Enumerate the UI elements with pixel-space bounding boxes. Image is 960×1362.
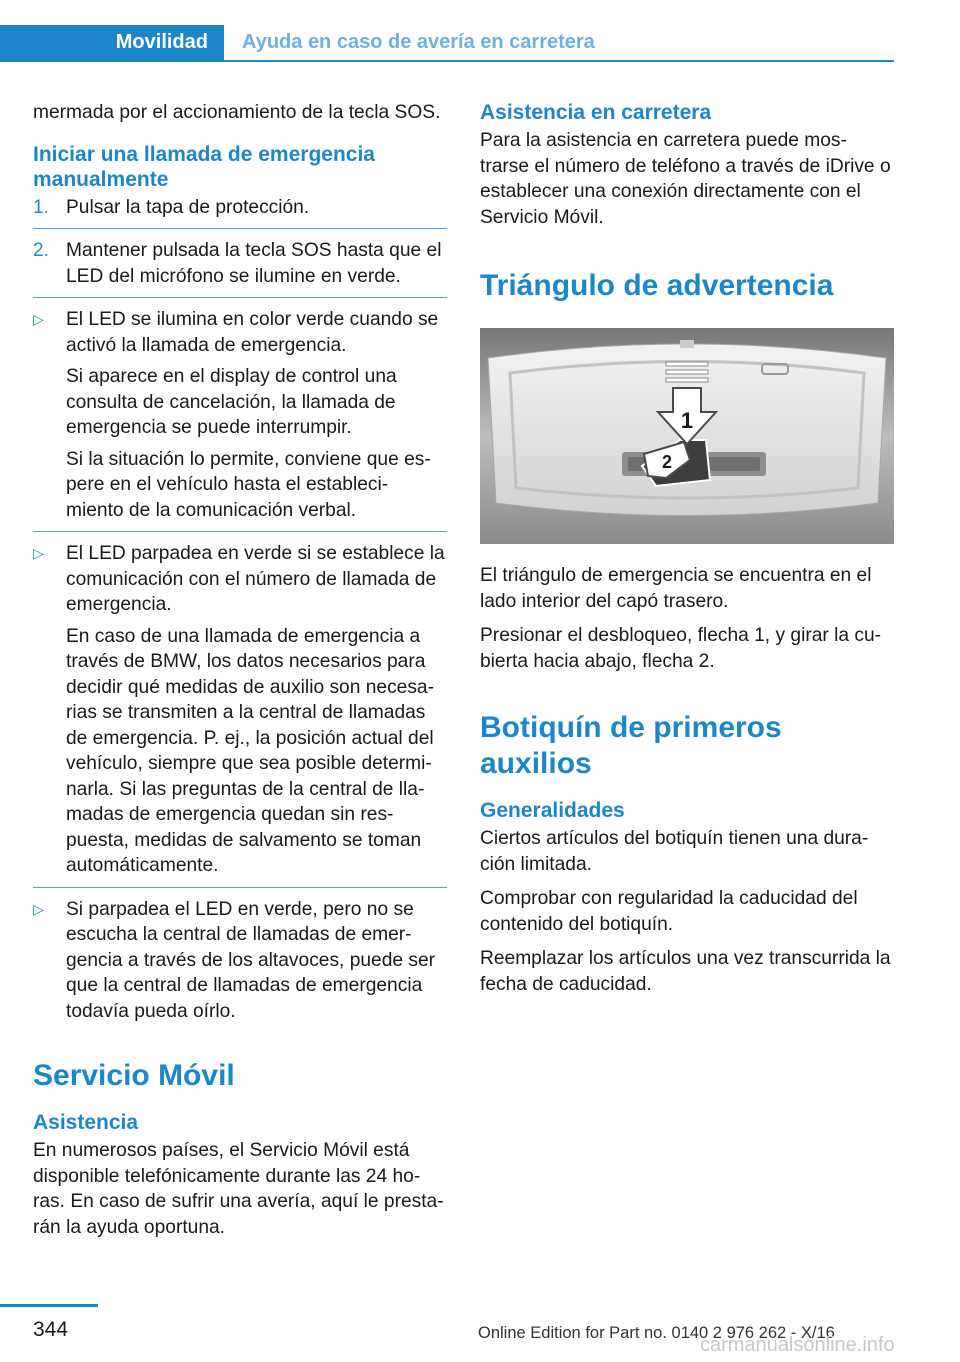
- trunk-lid-figure: [480, 328, 894, 544]
- left-column: [33, 100, 447, 1249]
- bullet-text: El LED parpadea en verde si se establece la comunicación con el número de llamada de emergencia.: [66, 543, 445, 615]
- section-tab[interactable]: Movilidad: [0, 25, 224, 60]
- first-aid-title: Botiquín de primeros auxilios: [480, 711, 782, 780]
- triangle-text-2: Presionar el desbloqueo, flecha 1, y girar la cu- bierta hacia abajo, flecha 2.: [480, 625, 882, 672]
- page-number: 344: [33, 1318, 69, 1341]
- step-number: 2.: [33, 240, 49, 261]
- list-divider: [33, 887, 447, 888]
- manual-call-heading: Iniciar una llamada de emergencia manualmente: [33, 142, 375, 191]
- assistance-text: En numerosos países, el Servicio Móvil está disponible telefónicamente durante las 24 ho- ras. En caso de sufrir una avería, aquí le presta- rán la ayuda oportuna.: [33, 1140, 444, 1238]
- first-aid-text-1: Ciertos artículos del botiquín tienen una dura- ción limitada.: [480, 828, 869, 875]
- bullet-text: Si parpadea el LED en verde, pero no se escucha la central de llamadas de emer- gencia a través de los altavoces, puede ser que la central de llamadas de emergencia todavía pueda oírlo.: [66, 898, 436, 1022]
- triangle-bullet-icon: ▷: [33, 900, 44, 917]
- arrow-2-label: 2: [661, 452, 673, 472]
- triangle-bullet-icon: ▷: [33, 545, 44, 561]
- bullet-item: [33, 897, 447, 1025]
- release-line-1: [666, 362, 708, 366]
- list-divider: [33, 228, 447, 229]
- triangle-bullet-icon: ▷: [33, 311, 44, 327]
- page-header: [0, 0, 894, 62]
- assistance-subheading: Asistencia: [33, 1111, 139, 1134]
- lid-hinge: [680, 340, 694, 348]
- chapter-tab[interactable]: Ayuda en caso de avería en carretera: [242, 31, 595, 53]
- bullet-item: [33, 541, 447, 879]
- bullets-list: [33, 297, 447, 1024]
- triangle-title: Triángulo de advertencia: [480, 269, 834, 302]
- watermark-text: carmanualsonline.info: [700, 1334, 895, 1356]
- bullet-text: Si la situación lo permite, conviene que es- pere en el vehículo hasta el estableci- miento de la comunicación verbal.: [66, 448, 431, 521]
- step-text: Pulsar la tapa de protección.: [66, 196, 310, 218]
- right-column: [480, 100, 894, 1006]
- intro-text: mermada por el accionamiento de la tecla SOS.: [33, 102, 441, 123]
- mobile-service-title: Servicio Móvil: [33, 1059, 235, 1092]
- roadside-heading: Asistencia en carretera: [480, 101, 712, 124]
- bullet-text: El LED se ilumina en color verde cuando se activó la llamada de emergencia.: [66, 309, 439, 356]
- footer-rule: [0, 1304, 98, 1307]
- bullet-text: Si aparece en el display de control una consulta de cancelación, la llamada de emergencia se puede interrumpir.: [66, 366, 397, 438]
- general-subheading: Generalidades: [480, 799, 625, 822]
- roadside-text: Para la asistencia en carretera puede mos- trarse el número de teléfono a través de iDrive o establecer una conexión directamente con el Servicio Móvil.: [480, 130, 891, 228]
- triangle-text-1: El triángulo de emergencia se encuentra en el lado interior del capó trasero.: [480, 565, 872, 612]
- arrow-1-label: 1: [680, 408, 694, 433]
- release-line-2: [666, 370, 708, 374]
- first-aid-text-3: Reemplazar los artículos una vez transcurrida la fecha de caducidad.: [480, 948, 891, 995]
- steps-list: [33, 195, 447, 290]
- step-text: Mantener pulsada la tecla SOS hasta que el LED del micrófono se ilumine en verde.: [66, 240, 442, 287]
- list-divider: [33, 297, 447, 298]
- edition-text: Online Edition for Part no. 0140 2 976 262 - X/16: [478, 1324, 835, 1342]
- bullet-text: En caso de una llamada de emergencia a través de BMW, los datos necesarios para decidir qué medidas de auxilio son necesa- rias se transmiten a la central de llamadas de emergencia. P. ej., la posición actual del vehículo, siempre que sea posible determi- narla. Si las preguntas de la central de lla- madas de emergencia quedan sin res- puesta, medidas de salvamento se toman automáticamente.: [66, 625, 434, 876]
- bullet-item: [33, 307, 447, 523]
- first-aid-text-2: Comprobar con regularidad la caducidad del contenido del botiquín.: [480, 888, 858, 935]
- step-item: [33, 238, 447, 289]
- release-line-3: [666, 378, 708, 382]
- step-number: 1.: [33, 196, 49, 218]
- list-divider: [33, 531, 447, 532]
- step-item: [33, 195, 447, 221]
- header-rule: [0, 60, 894, 62]
